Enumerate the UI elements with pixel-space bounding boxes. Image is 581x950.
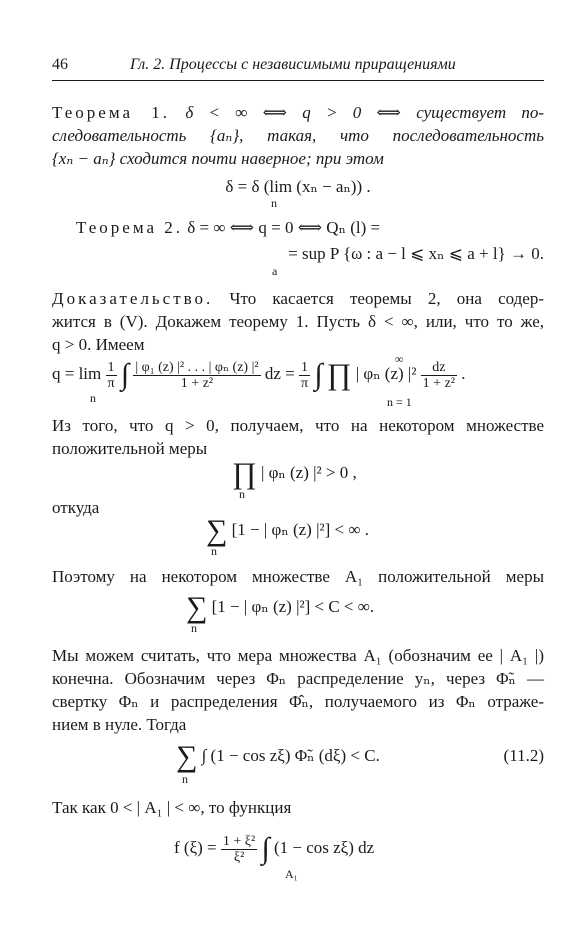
running-title: Гл. 2. Процессы с независимыми приращениями [130,56,456,73]
para3: Поэтому на некотором множестве A₁ положительной меры [52,567,544,586]
theorem2-line1 [76,218,380,238]
proof-line2: жится в (V). Докажем теорему 1. Пусть δ < ∞, или, что то же, [52,312,544,331]
formula-11-2-sub: n [182,772,188,786]
formula-sum1-sub: n [211,544,217,558]
theorem2-line2-sub: a [272,264,278,278]
proof-line3: q > 0. Имеем [52,335,145,354]
para2-line1: Из того, что q > 0, получаем, что на некотором множестве [52,416,544,435]
theorem1-formula: δ = δ (lim (xₙ − aₙ)) . [225,177,371,196]
theorem2-text-1: δ = ∞ ⟺ q = 0 ⟺ Qₙ (l) = [187,218,381,237]
para4-line3: свертку Φₙ и распределения Φ̂ₙ, получаемого из Φₙ отраже- [52,692,544,711]
formula-11-2: ∑ ∫ (1 − cos zξ) Φ̃ₙ (dξ) < C. [176,740,380,774]
theorem1-line3: {xₙ − aₙ} сходится почти наверное; при этом [52,149,384,168]
theorem1-line1 [52,103,544,123]
theorem1-text-1: δ < ∞ ⟺ q > 0 ⟺ существует по- [185,103,545,122]
formula-f-int-sub: A₁ [285,867,298,881]
formula-q: q = lim $\frac{1}{\pi}$ ∫ $\frac{\text{| φ₁ (z) |² . . . | φₙ (z) |²}}{\text{1 + z²}}$ dz = $\frac{1}{\pi}$ ∫ ∏ | φₙ (z) |² $\frac{dz}{\text{1 + z²}}$ . [52,358,466,392]
para4-line4: нием в нуле. Тогда [52,715,187,734]
formula-q-prod-top: ∞ [395,352,404,366]
para5: Так как 0 < | A₁ | < ∞, то функция [52,798,292,817]
formula-f: f (ξ) = $\frac{\text{1 + ξ²}}{\text{ξ²}}$ ∫ (1 − cos zξ) dz [174,832,375,866]
formula-sum1: ∑ [1 − | φₙ (z) |²] < ∞ . [206,514,369,548]
proof-label: Доказательство. [52,289,214,308]
page-number: 46 [52,56,68,73]
word-otkuda: откуда [52,498,100,517]
formula-q-lim-sub: n [90,391,96,405]
page-header [52,56,544,80]
proof-line1: Доказательство. Что касается теоремы 2, она содер- [52,289,544,308]
theorem1-label: Теорема 1. [52,103,171,122]
theorem2-line2: = sup P {ω : a − l ⩽ xₙ ⩽ a + l} → 0. [288,244,544,263]
para2-line2: положительной меры [52,439,208,458]
formula-q-prod-bottom: n = 1 [387,395,412,409]
theorem2-label: Теорема 2. [76,218,184,237]
product-symbol: ∏ [326,358,352,392]
equation-number: (11.2) [503,746,544,765]
theorem1-formula-sub: n [271,196,277,210]
para4-line1: Мы можем считать, что мера множества A₁ (обозначим ее | A₁ |) [52,646,544,665]
formula-prod-sub: n [239,487,245,501]
formula-prod: ∏ | φₙ (z) |² > 0 , [232,457,357,491]
formula-sum2: ∑ [1 − | φₙ (z) |²] < C < ∞. [186,591,375,625]
formula-sum2-sub: n [191,621,197,635]
theorem1-line2: следовательность {aₙ}, такая, что последовательность [52,126,544,145]
para4-line2: конечна. Обозначим через Φₙ распределение yₙ, через Φ̃ₙ — [52,669,544,688]
header-rule [52,80,544,81]
